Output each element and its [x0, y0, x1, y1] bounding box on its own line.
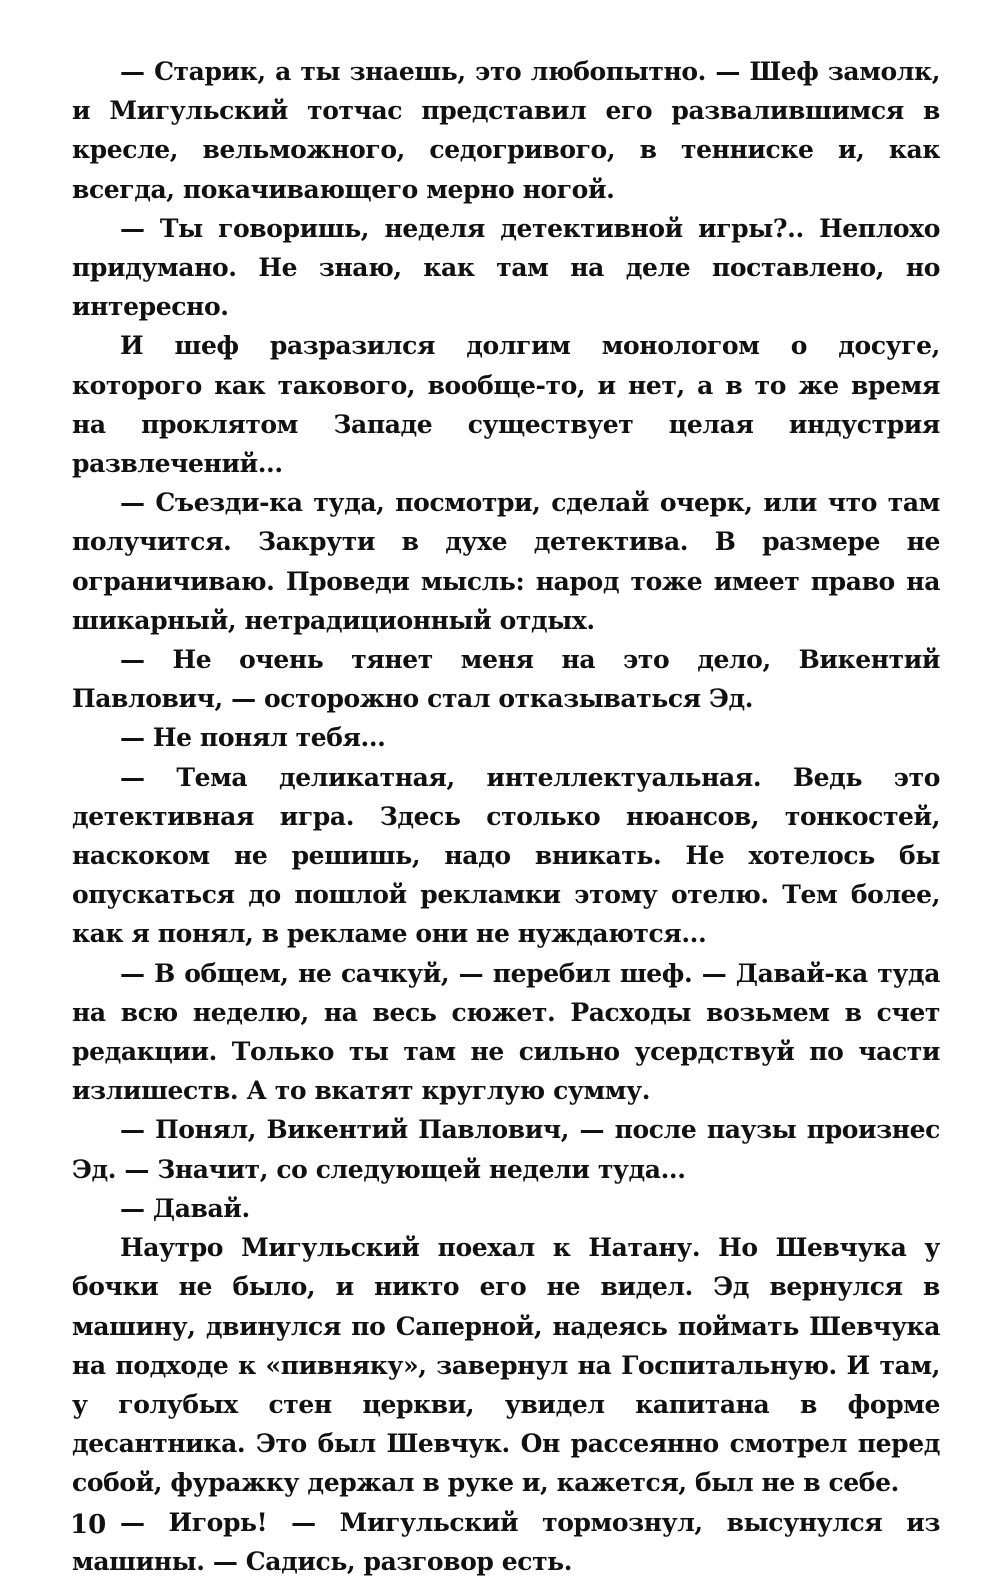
paragraph: — Не понял тебя...	[120, 723, 386, 753]
paragraph: — Игорь! — Мигульский тормознул, высунулся из машины. — Садись, разговор есть.	[72, 1507, 940, 1576]
body-text	[72, 52, 940, 1581]
paragraph: — Ты говоришь, неделя детективной игры?.. Неплохо придумано. Не знаю, как там на деле поставлено, но интересно.	[72, 213, 940, 322]
paragraph: — Давай.	[120, 1193, 250, 1223]
paragraph: И шеф разразился долгим монологом о досуге, которого как такового, вообще-то, и нет, а в то же время на проклятом Западе существует целая индустрия развлечений...	[72, 331, 940, 479]
page-number: 10	[70, 1510, 107, 1540]
paragraph: — Тема деликатная, интеллектуальная. Ведь это детективная игра. Здесь столько нюансов, тонкостей, наскоком не решишь, надо вникать. Не хотелось бы опускаться до пошлой рекламки этому отелю. Тем более, как я понял, в рекламе они не нуждаются...	[72, 762, 940, 949]
paragraph: — Старик, а ты знаешь, это любопытно. — Шеф замолк, и Мигульский тотчас представил его развалившимся в кресле, вельможного, седогривого, в тенниске и, как всегда, покачивающего мерно ногой.	[72, 57, 940, 204]
paragraph: — В общем, не сачкуй, — перебил шеф. — Давай-ка туда на всю неделю, на весь сюжет. Расходы возьмем в счет редакции. Только ты там не сильно усердствуй по части излишеств. А то вкатят круглую сумму.	[72, 958, 940, 1106]
paragraph: — Понял, Викентий Павлович, — после паузы произнес Эд. — Значит, со следующей недели туда...	[72, 1115, 940, 1184]
paragraph: — Не очень тянет меня на это дело, Викентий Павлович, — осторожно стал отказываться Эд.	[72, 645, 940, 714]
paragraph: — Съезди-ка туда, посмотри, сделай очерк, или что там получится. Закрути в духе детектива. В размере не ограничиваю. Проведи мысль: народ тоже имеет право на шикарный, нетрадиционный отдых.	[72, 488, 940, 635]
paragraph: Наутро Мигульский поехал к Натану. Но Шевчука у бочки не было, и никто его не видел. Эд вернулся в машину, двинулся по Саперной, надеясь поймать Шевчука на подходе к «пивняку», завернул на Госпитальную. И там, у голубых стен церкви, увидел капитана в форме десантника. Это был Шевчук. Он рассеянно смотрел перед собой, фуражку держал в руке и, кажется, был не в себе.	[72, 1233, 940, 1498]
